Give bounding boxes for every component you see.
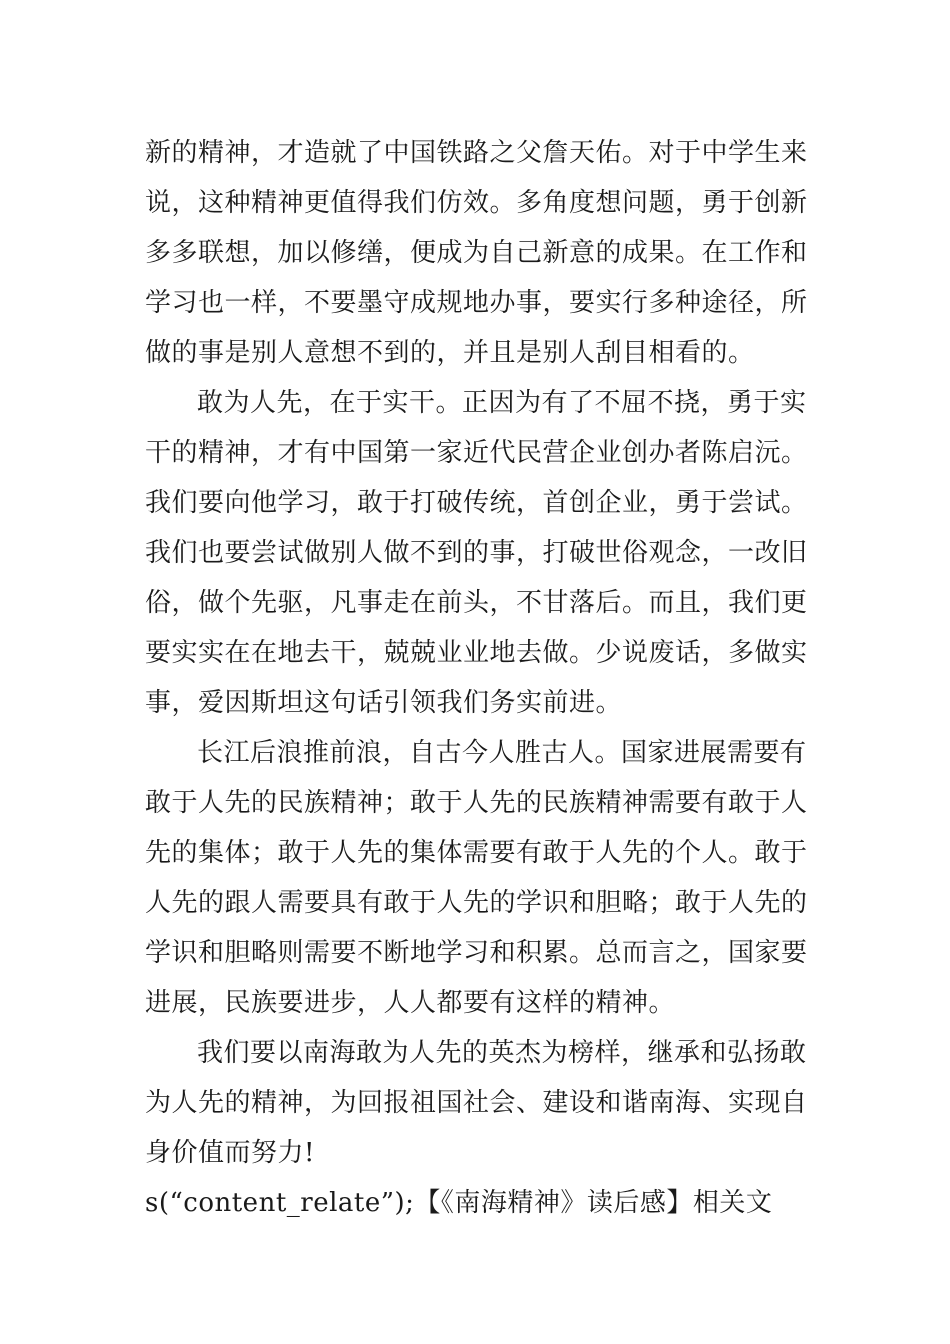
article-body bbox=[145, 128, 809, 1228]
paragraph-start-line: 我们要以南海敢为人先的英杰为榜样，继承和弘扬敢 bbox=[197, 1038, 807, 1068]
text-line: 事，爱因斯坦这句话引领我们务实前进。 bbox=[145, 688, 623, 718]
text-line: 我们也要尝试做别人做不到的事，打破世俗观念，一改旧 bbox=[145, 538, 808, 568]
text-line: 为人先的精神，为回报祖国社会、建设和谐南海、实现自 bbox=[145, 1088, 808, 1118]
text-line: 学识和胆略则需要不断地学习和积累。总而言之，国家要 bbox=[145, 938, 808, 968]
text-line: 要实实在在地去干，兢兢业业地去做。少说废话，多做实 bbox=[145, 638, 808, 668]
text-line: 新的精神，才造就了中国铁路之父詹天佑。对于中学生来 bbox=[145, 138, 808, 168]
text-line: 说，这种精神更值得我们仿效。多角度想问题，勇于创新 bbox=[145, 188, 808, 218]
related-content-line: s(“content_relate”);【《南海精神》读后感】相关文 bbox=[145, 1188, 773, 1218]
text-line: 先的集体；敢于人先的集体需要有敢于人先的个人。敢于 bbox=[145, 838, 808, 868]
text-line: 敢于人先的民族精神；敢于人先的民族精神需要有敢于人 bbox=[145, 788, 808, 818]
text-line: 学习也一样，不要墨守成规地办事，要实行多种途径，所 bbox=[145, 288, 808, 318]
text-line: 身价值而努力! bbox=[145, 1138, 315, 1168]
text-line: 进展，民族要进步，人人都要有这样的精神。 bbox=[145, 988, 676, 1018]
text-line: 我们要向他学习，敢于打破传统，首创企业，勇于尝试。 bbox=[145, 488, 808, 518]
paragraph-start-line: 长江后浪推前浪，自古今人胜古人。国家进展需要有 bbox=[197, 738, 807, 768]
text-line: 干的精神，才有中国第一家近代民营企业创办者陈启沅。 bbox=[145, 438, 808, 468]
text-line: 俗，做个先驱，凡事走在前头，不甘落后。而且，我们更 bbox=[145, 588, 808, 618]
text-line: 人先的跟人需要具有敢于人先的学识和胆略；敢于人先的 bbox=[145, 888, 808, 918]
text-line: 做的事是别人意想不到的，并且是别人刮目相看的。 bbox=[145, 338, 755, 368]
paragraph-start-line: 敢为人先，在于实干。正因为有了不屈不挠，勇于实 bbox=[197, 388, 807, 418]
text-line: 多多联想，加以修缮，便成为自己新意的成果。在工作和 bbox=[145, 238, 808, 268]
